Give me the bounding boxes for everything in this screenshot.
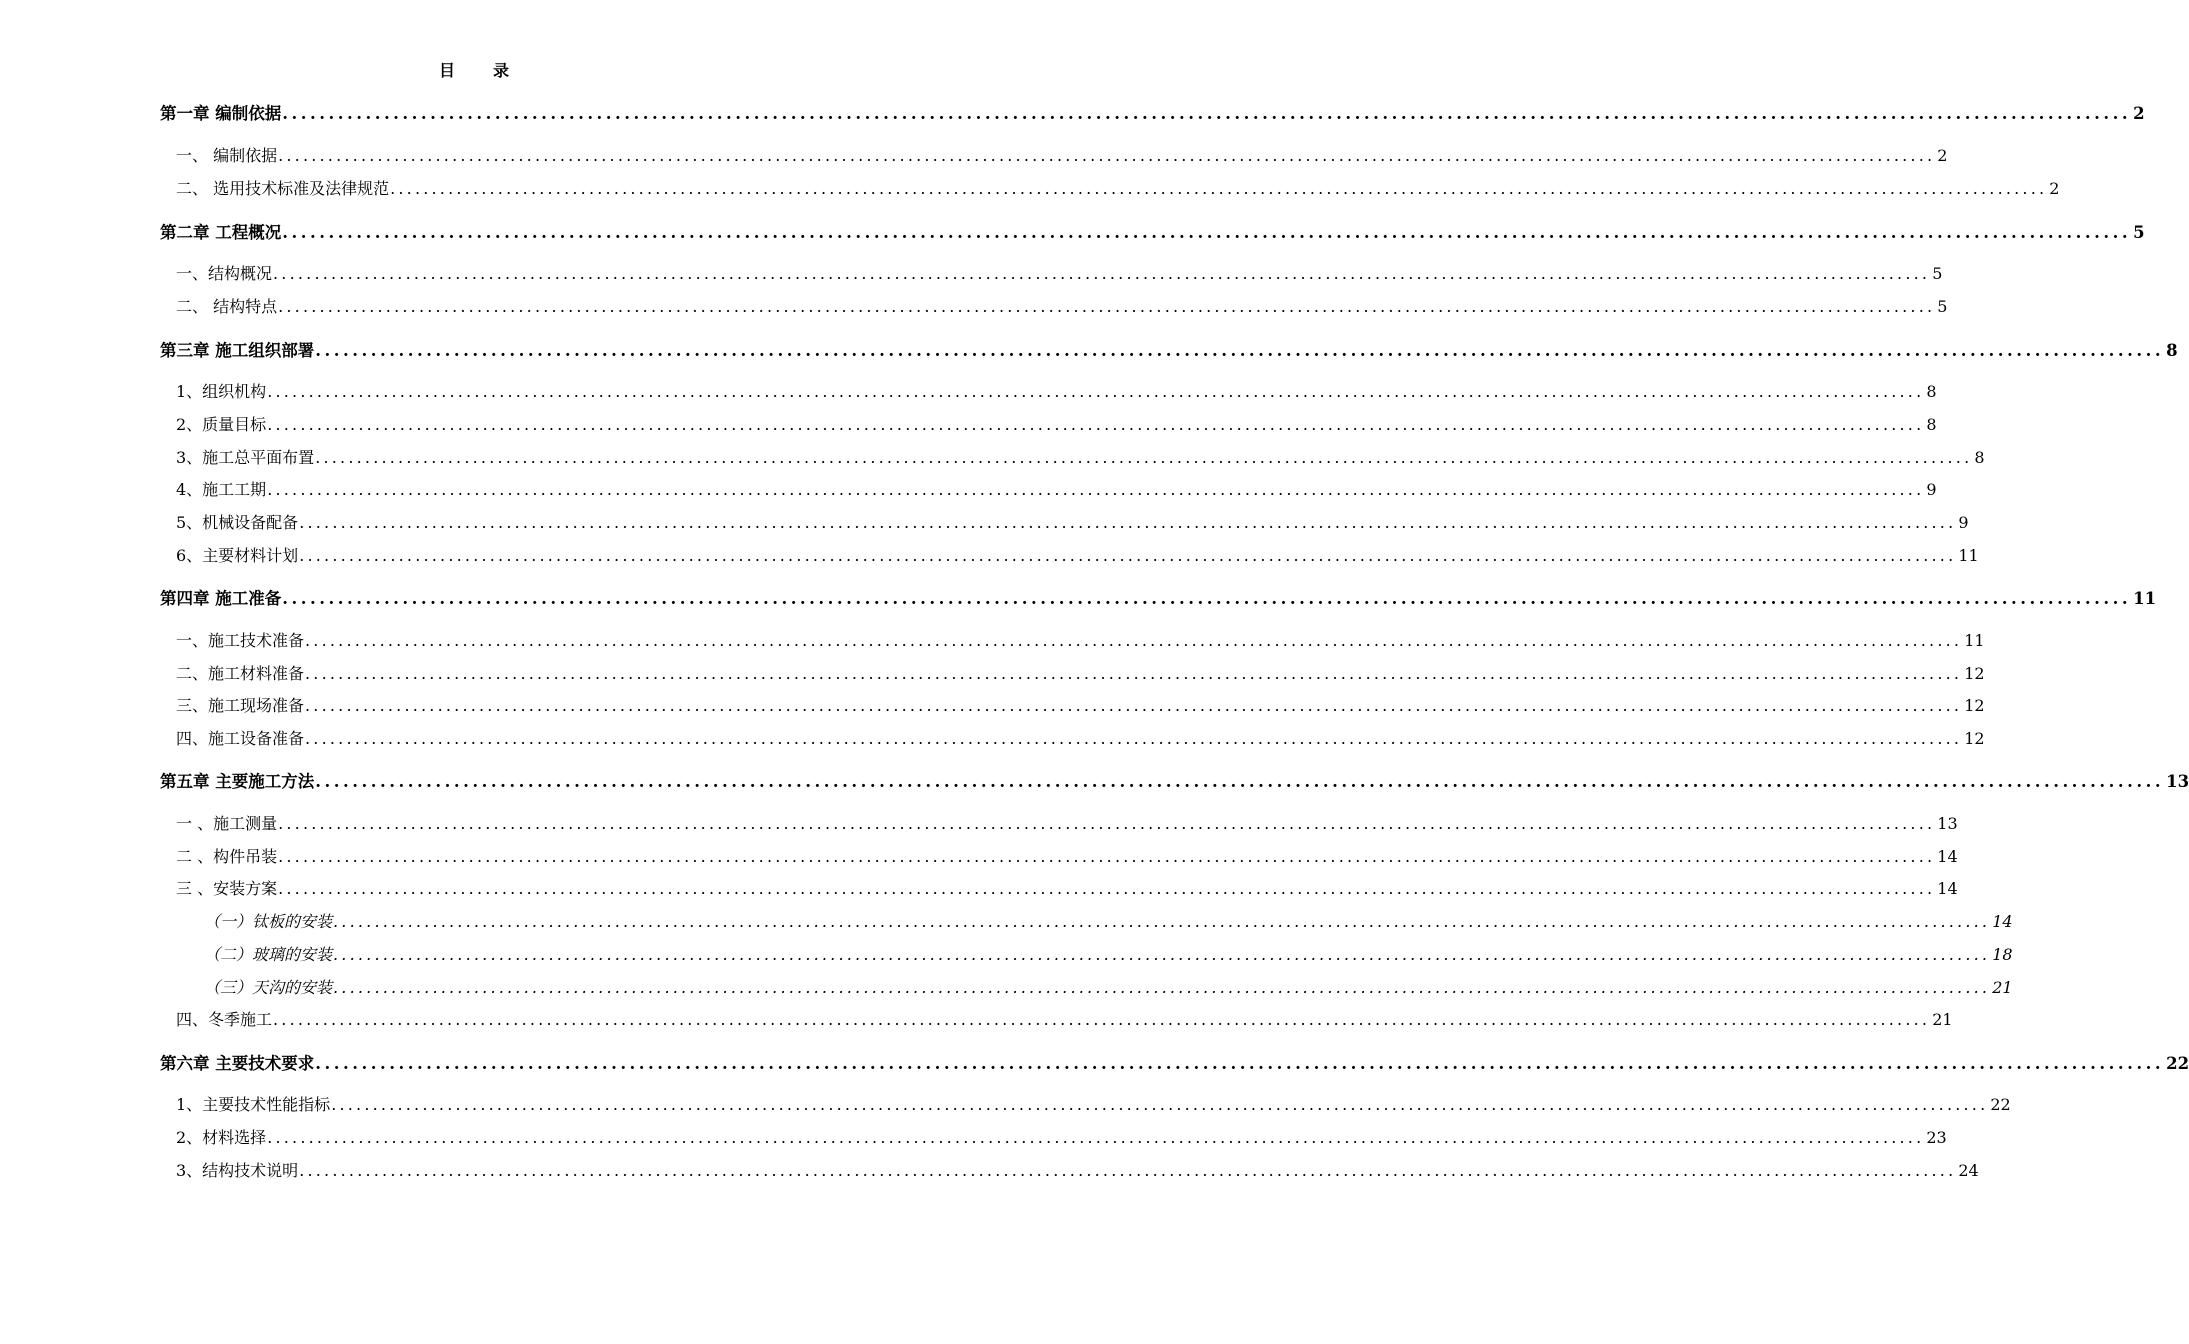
toc-entry-label: 6、主要材料计划 [176, 546, 299, 565]
toc-title-right: 录 [493, 61, 512, 80]
toc-entry-section[interactable] [160, 294, 1948, 317]
toc-entry-label: 2、质量目标 [176, 415, 267, 434]
toc-page-number: 8 [1926, 382, 1937, 401]
toc-entry-subsection[interactable] [160, 942, 2013, 965]
toc-dot-leader: ........................................................................................................................................................................................................ [267, 382, 1925, 401]
toc-entry-section[interactable] [160, 445, 1985, 468]
toc-dot-leader: ........................................................................................................................................................................................................ [390, 179, 2048, 198]
toc-dot-leader: ........................................................................................................................................................................................................ [273, 1010, 1931, 1029]
toc-entry-label: 一 、施工测量 [176, 814, 278, 833]
toc-entry-label: 一、施工技术准备 [176, 631, 305, 650]
toc-dot-leader: ........................................................................................................................................................................................................ [315, 448, 1973, 467]
toc-entry-chapter[interactable] [160, 219, 2145, 243]
toc-entry-label: 5、机械设备配备 [176, 513, 299, 532]
toc-page-number: 14 [1937, 879, 1958, 898]
toc-entry-section[interactable] [160, 693, 1985, 716]
toc-page-number: 8 [1926, 415, 1937, 434]
toc-entry-label: 4、施工工期 [176, 480, 267, 499]
toc-entry-label: 第一章 编制依据 [160, 104, 282, 123]
toc-page-number: 5 [1937, 297, 1948, 316]
toc-entry-label: 一、 编制依据 [176, 146, 278, 165]
toc-entry-section[interactable] [160, 176, 2060, 199]
toc-page-number: 14 [1937, 847, 1958, 866]
toc-entry-label: 3、施工总平面布置 [176, 448, 315, 467]
toc-dot-leader: ........................................................................................................................................................................................................ [267, 480, 1925, 499]
toc-dot-leader: ........................................................................................................................................................................................................ [278, 847, 1936, 866]
toc-entry-label: 3、结构技术说明 [176, 1161, 299, 1180]
toc-page-number: 12 [1964, 664, 1985, 683]
toc-dot-leader: ........................................................................................................................................................................................................ [282, 104, 2132, 123]
toc-dot-leader: ........................................................................................................................................................................................................ [267, 415, 1925, 434]
toc-entry-section[interactable] [160, 143, 1948, 166]
toc-entry-label: 1、组织机构 [176, 382, 267, 401]
toc-entry-chapter[interactable] [160, 100, 2145, 124]
toc-entry-section[interactable] [160, 1158, 1979, 1181]
toc-entry-chapter[interactable] [160, 337, 2178, 361]
toc-dot-leader: ........................................................................................................................................................................................................ [267, 1128, 1925, 1147]
toc-dot-leader: ........................................................................................................................................................................................................ [333, 978, 1991, 997]
toc-dot-leader: ........................................................................................................................................................................................................ [278, 879, 1936, 898]
toc-title-left: 目 [438, 61, 457, 80]
toc-dot-leader: ........................................................................................................................................................................................................ [315, 1054, 2165, 1073]
toc-entry-label: 一、结构概况 [176, 264, 273, 283]
toc-dot-leader: ........................................................................................................................................................................................................ [305, 664, 1963, 683]
toc-entry-label: 二、 选用技术标准及法律规范 [176, 179, 390, 198]
toc-entry-chapter[interactable] [160, 768, 2189, 792]
toc-page-number: 9 [1958, 513, 1969, 532]
toc-entry-label: 三、施工现场准备 [176, 696, 305, 715]
toc-page-number: 11 [2133, 589, 2157, 608]
toc-dot-leader: ........................................................................................................................................................................................................ [315, 772, 2165, 791]
toc-dot-leader: ........................................................................................................................................................................................................ [282, 223, 2132, 242]
toc-dot-leader: ........................................................................................................................................................................................................ [315, 341, 2165, 360]
toc-page-number: 21 [1932, 1010, 1953, 1029]
toc-dot-leader: ........................................................................................................................................................................................................ [331, 1095, 1989, 1114]
toc-dot-leader: ........................................................................................................................................................................................................ [299, 513, 1957, 532]
toc-page-number: 8 [2166, 341, 2178, 360]
toc-entry-section[interactable] [160, 811, 1958, 834]
toc-entry-label: 二、 结构特点 [176, 297, 278, 316]
toc-dot-leader: ........................................................................................................................................................................................................ [282, 589, 2132, 608]
toc-dot-leader: ........................................................................................................................................................................................................ [299, 546, 1957, 565]
toc-entry-section[interactable] [160, 1007, 1953, 1030]
toc-page-number: 12 [1964, 729, 1985, 748]
toc-page-number: 5 [2133, 223, 2145, 242]
toc-page-number: 23 [1926, 1128, 1947, 1147]
toc-dot-leader: ........................................................................................................................................................................................................ [305, 696, 1963, 715]
toc-dot-leader: ........................................................................................................................................................................................................ [278, 297, 1936, 316]
toc-entry-section[interactable] [160, 1092, 2011, 1115]
toc-dot-leader: ........................................................................................................................................................................................................ [333, 945, 1991, 964]
toc-entry-label: 三 、安装方案 [176, 879, 278, 898]
toc-page-number: 11 [1964, 631, 1985, 650]
toc-page-number: 2 [1937, 146, 1948, 165]
toc-page-number: 12 [1964, 696, 1985, 715]
toc-entry-section[interactable] [160, 261, 1943, 284]
toc-page-number: 22 [1990, 1095, 2011, 1114]
toc-page-number: 13 [1937, 814, 1958, 833]
toc-dot-leader: ........................................................................................................................................................................................................ [333, 912, 1991, 931]
toc-dot-leader: ........................................................................................................................................................................................................ [305, 729, 1963, 748]
toc-dot-leader: ........................................................................................................................................................................................................ [273, 264, 1931, 283]
toc-entry-chapter[interactable] [160, 585, 2157, 609]
toc-dot-leader: ........................................................................................................................................................................................................ [278, 146, 1936, 165]
toc-entry-section[interactable] [160, 379, 1937, 402]
toc-page-number: 11 [1958, 546, 1979, 565]
toc-entry-label: 第三章 施工组织部署 [160, 341, 315, 360]
toc-page-number: 8 [1974, 448, 1985, 467]
toc-title [0, 58, 950, 81]
toc-entry-label: 第二章 工程概况 [160, 223, 282, 242]
toc-entry-section[interactable] [160, 628, 1985, 651]
toc-entry-section[interactable] [160, 726, 1985, 749]
toc-entry-label: 第六章 主要技术要求 [160, 1054, 315, 1073]
toc-entry-subsection[interactable] [160, 975, 2013, 998]
toc-entry-chapter[interactable] [160, 1050, 2189, 1074]
toc-entry-label: 第四章 施工准备 [160, 589, 282, 608]
toc-page-number: 22 [2166, 1054, 2189, 1073]
toc-entry-section[interactable] [160, 477, 1937, 500]
toc-page-number: 2 [2049, 179, 2060, 198]
toc-page-number: 14 [1992, 912, 2013, 931]
toc-page-number: 13 [2166, 772, 2189, 791]
toc-dot-leader: ........................................................................................................................................................................................................ [278, 814, 1936, 833]
toc-page-number: 21 [1992, 978, 2013, 997]
toc-entry-subsection[interactable] [160, 909, 2013, 932]
toc-entry-section[interactable] [160, 510, 1969, 533]
toc-entry-section[interactable] [160, 543, 1979, 566]
toc-page-number: 24 [1958, 1161, 1979, 1180]
toc-entry-label: 四、施工设备准备 [176, 729, 305, 748]
toc-entry-label: （一）钛板的安装 [204, 912, 333, 931]
toc-dot-leader: ........................................................................................................................................................................................................ [305, 631, 1963, 650]
toc-entry-section[interactable] [160, 1125, 1947, 1148]
toc-entry-label: 1、主要技术性能指标 [176, 1095, 331, 1114]
toc-entry-label: 二、施工材料准备 [176, 664, 305, 683]
toc-entry-section[interactable] [160, 661, 1985, 684]
toc-entry-section[interactable] [160, 876, 1958, 899]
toc-entry-label: 2、材料选择 [176, 1128, 267, 1147]
toc-entry-label: 四、冬季施工 [176, 1010, 273, 1029]
toc-entry-label: 二 、构件吊装 [176, 847, 278, 866]
toc-entry-label: 第五章 主要施工方法 [160, 772, 315, 791]
toc-entry-label: （二）玻璃的安装 [204, 945, 333, 964]
toc-entry-section[interactable] [160, 412, 1937, 435]
toc-entry-label: （三）天沟的安装 [204, 978, 333, 997]
toc-page-number: 5 [1932, 264, 1943, 283]
toc-entry-section[interactable] [160, 844, 1958, 867]
toc-page-number: 9 [1926, 480, 1937, 499]
toc-page-number: 18 [1992, 945, 2013, 964]
toc-page-number: 2 [2133, 104, 2145, 123]
toc-dot-leader: ........................................................................................................................................................................................................ [299, 1161, 1957, 1180]
